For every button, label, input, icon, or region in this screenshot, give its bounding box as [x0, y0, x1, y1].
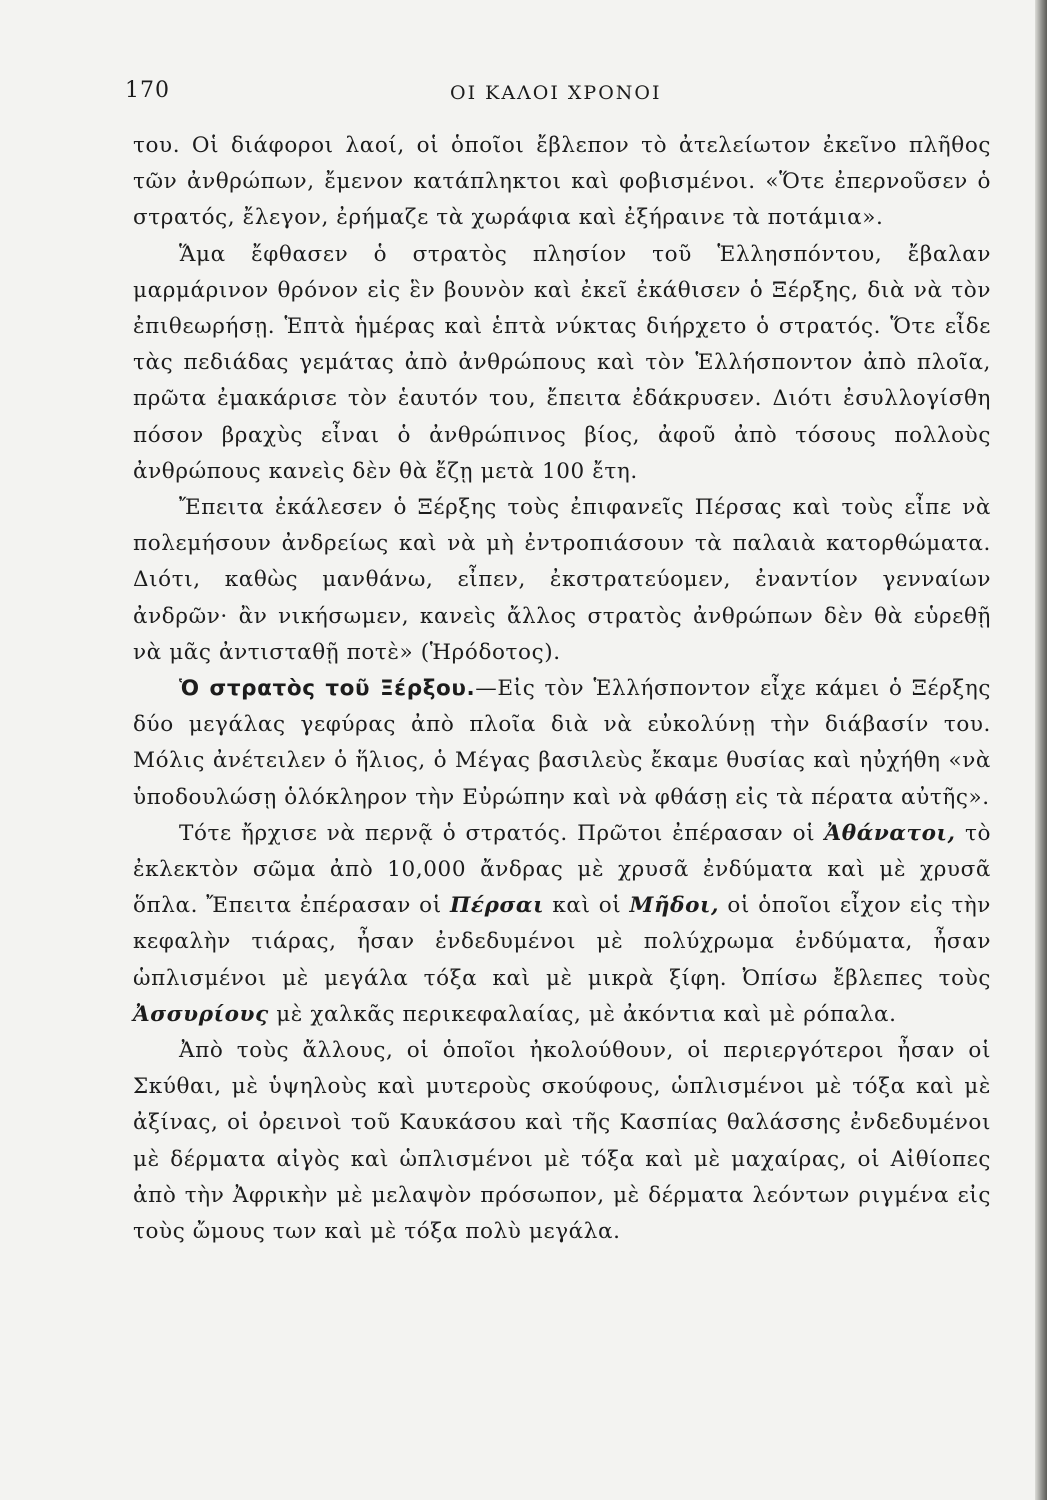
body-text [133, 128, 991, 1250]
paragraph-5-text-a: Τότε ἤρχισε νὰ περνᾷ ὁ στρατός. Πρῶτοι ἐπέρασαν οἱ [179, 820, 816, 846]
page-edge-shadow [1035, 0, 1047, 1500]
paragraph-5-text-d: καὶ οἱ [552, 893, 622, 919]
section-heading: Ὁ στρατὸς τοῦ Ξέρξου. [179, 676, 476, 702]
running-title: ΟΙ ΚΑΛΟΙ ΧΡΟΝΟΙ [450, 82, 662, 104]
paragraph-3: Ἔπειτα ἐκάλεσεν ὁ Ξέρξης τοὺς ἐπιφανεῖς Πέρσας καὶ τοὺς εἶπε νὰ πολεμήσουν ἀνδρείως καὶ νὰ μὴ ἐντροπιάσουν τὰ παλαιὰ κατορθώματα. Διότι, καθὼς μανθάνω, εἶπεν, ἐκστρατεύομεν, ἐναντίον γενναίων ἀνδρῶν· ἂν νικήσωμεν, κανεὶς ἄλλος στρατὸς ἀνθρώπων δὲν θὰ εὑρεθῇ νὰ μᾶς ἀντισταθῇ ποτὲ» (Ἡρόδοτος). [133, 495, 991, 665]
paragraph-6: Ἀπὸ τοὺς ἄλλους, οἱ ὁποῖοι ἠκολούθουν, οἱ περιεργότεροι ἦσαν οἱ Σκύθαι, μὲ ὑψηλοὺς καὶ μυτεροὺς σκούφους, ὡπλισμένοι μὲ τόξα καὶ μὲ ἀξίνας, οἱ ὀρεινοὶ τοῦ Καυκάσου καὶ τῆς Κασπίας θαλάσσης ἐνδεδυμένοι μὲ δέρματα αἰγὸς καὶ ὡπλισμένοι μὲ τόξα καὶ μὲ μαχαίρας, οἱ Αἰθίοπες ἀπὸ τὴν Ἀφρικὴν μὲ μελαψὸν πρόσωπον, μὲ δέρματα λεόντων ριγμένα εἰς τοὺς ὤμους των καὶ μὲ τόξα πολὺ μεγάλα. [133, 1038, 991, 1245]
term-midoi: Μῆδοι, [629, 893, 720, 919]
paragraph-1: του. Οἱ διάφοροι λαοί, οἱ ὁποῖοι ἔβλεπον τὸ ἀτελείωτον ἐκεῖνο πλῆθος τῶν ἀνθρώπων, ἔμενον κατάπληκτοι καὶ φοβισμένοι. «Ὅτε ἐπερνοῦσεν ὁ στρατός, ἔλεγον, ἐρήμαζε τὰ χωράφια καὶ ἐξήραινε τὰ ποτάμια». [133, 133, 991, 231]
paragraph-5 [133, 816, 991, 1033]
term-athanatoi: Ἀθάνατοι, [824, 820, 956, 846]
page-number: 170 [125, 78, 170, 103]
paragraph-5-text-f: μὲ χαλκᾶς περικεφαλαίας, μὲ ἀκόντια καὶ μὲ ρόπαλα. [276, 1001, 897, 1027]
paragraph-4-text: —Εἰς τὸν Ἑλλήσποντον εἶχε κάμει ὁ Ξέρξης δύο μεγάλας γεφύρας ἀπὸ πλοῖα διὰ νὰ εὐκολύνῃ τὴν διάβασίν του. Μόλις ἀνέτειλεν ὁ ἥλιος, ὁ Μέγας βασιλεὺς ἔκαμε θυσίας καὶ ηὐχήθη «νὰ ὑποδουλώσῃ ὁλόκληρον τὴν Εὐρώπην καὶ νὰ φθάσῃ εἰς τὰ πέρατα αὐτῆς». [133, 676, 991, 810]
paragraph-4 [133, 671, 991, 816]
paragraph-5-text-e: οἱ ὁποῖοι εἶχον εἰς τὴν κεφαλὴν τιάρας, ἦσαν ἐνδεδυμένοι μὲ πολύχρωμα ἐνδύματα, ἦσαν ὡπλισμένοι μὲ μεγάλα τόξα καὶ μὲ μικρὰ ξίφη. Ὀπίσω ἔβλεπες τοὺς [133, 893, 991, 991]
term-persai: Πέρσαι [449, 893, 545, 919]
term-assyrious: Ἀσσυρίους [133, 1001, 269, 1027]
paragraph-2: Ἅμα ἔφθασεν ὁ στρατὸς πλησίον τοῦ Ἑλλησπόντου, ἔβαλαν μαρμάρινον θρόνον εἰς ἓν βουνὸν καὶ ἐκεῖ ἐκάθισεν ὁ Ξέρξης, διὰ νὰ τὸν ἐπιθεωρήσῃ. Ἑπτὰ ἡμέρας καὶ ἑπτὰ νύκτας διήρχετο ὁ στρατός. Ὅτε εἶδε τὰς πεδιάδας γεμάτας ἀπὸ ἀνθρώπους καὶ τὸν Ἑλλήσποντον ἀπὸ πλοῖα, πρῶτα ἐμακάρισε τὸν ἑαυτόν του, ἔπειτα ἐδάκρυσεν. Διότι ἐσυλλογίσθη πόσον βραχὺς εἶναι ὁ ἀνθρώπινος βίος, ἀφοῦ ἀπὸ τόσους πολλοὺς ἀνθρώπους κανεὶς δὲν θὰ ἔζῃ μετὰ 100 ἔτη. [133, 241, 991, 484]
page-header [125, 78, 995, 108]
paragraph-5-text-c: τὸ ἐκλεκτὸν σῶμα ἀπὸ 10,000 ἄνδρας μὲ χρυσᾶ ἐνδύματα καὶ μὲ χρυσᾶ ὅπλα. Ἔπειτα ἐπέρασαν οἱ [133, 820, 991, 919]
